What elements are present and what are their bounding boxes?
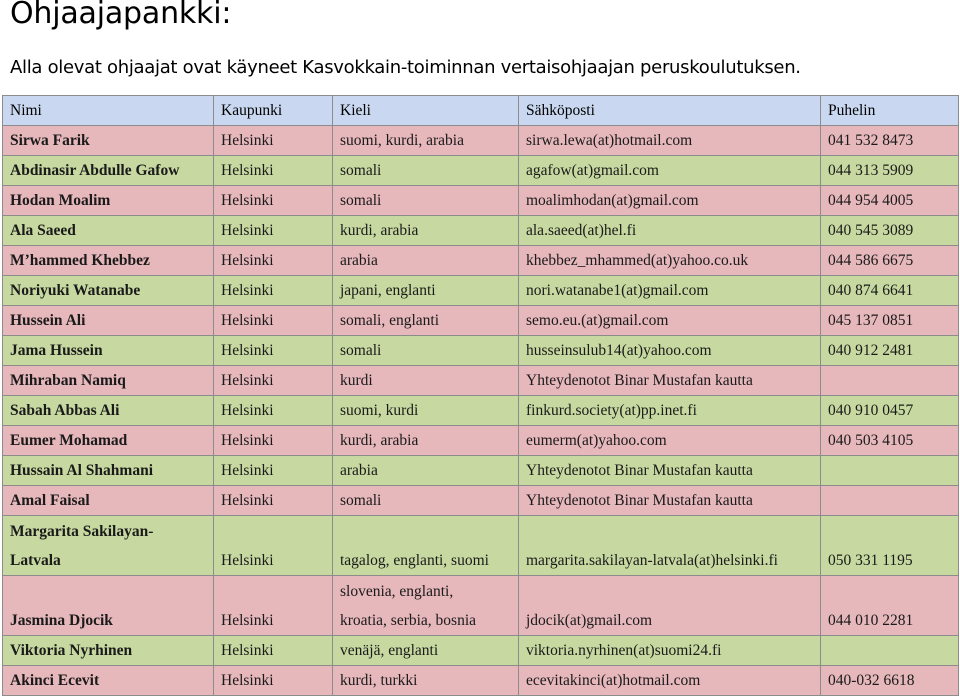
cell-name: Akinci Ecevit: [3, 666, 214, 696]
cell-name: Hussain Al Shahmani: [3, 456, 214, 486]
header-city: Kaupunki: [214, 96, 333, 126]
table-row: [3, 336, 959, 366]
cell-phone: 040 910 0457: [821, 396, 959, 426]
table-row: [3, 576, 959, 636]
table-row: [3, 396, 959, 426]
cell-name: Sabah Abbas Ali: [3, 396, 214, 426]
cell-language: somali: [333, 486, 519, 516]
cell-name: Jama Hussein: [3, 336, 214, 366]
cell-phone: 040 874 6641: [821, 276, 959, 306]
cell-language: somali, englanti: [333, 306, 519, 336]
intro-text: Alla olevat ohjaajat ovat käyneet Kasvokkain-toiminnan vertaisohjaajan peruskoulutuksen.: [10, 57, 801, 78]
cell-email: khebbez_mhammed(at)yahoo.co.uk: [519, 246, 821, 276]
cell-city: Helsinki: [214, 276, 333, 306]
table-row: [3, 366, 959, 396]
cell-name: Amal Faisal: [3, 486, 214, 516]
cell-name: Hussein Ali: [3, 306, 214, 336]
cell-email: jdocik(at)gmail.com: [519, 576, 821, 636]
cell-city: Helsinki: [214, 246, 333, 276]
cell-email: sirwa.lewa(at)hotmail.com: [519, 126, 821, 156]
cell-language: kurdi, turkki: [333, 666, 519, 696]
cell-name: Sirwa Farik: [3, 126, 214, 156]
cell-phone: 050 331 1195: [821, 516, 959, 576]
cell-phone: 044 010 2281: [821, 576, 959, 636]
cell-phone: [821, 636, 959, 666]
cell-city: Helsinki: [214, 456, 333, 486]
table-row: [3, 276, 959, 306]
cell-language: kurdi, arabia: [333, 426, 519, 456]
cell-phone: [821, 366, 959, 396]
header-email: Sähköposti: [519, 96, 821, 126]
cell-city: Helsinki: [214, 396, 333, 426]
cell-email: agafow(at)gmail.com: [519, 156, 821, 186]
cell-phone: [821, 486, 959, 516]
language-line-2: kroatia, serbia, bosnia: [340, 612, 477, 629]
cell-language: arabia: [333, 246, 519, 276]
table-row: [3, 216, 959, 246]
cell-email: margarita.sakilayan-latvala(at)helsinki.fi: [519, 516, 821, 576]
language-line-1: slovenia, englanti,: [340, 583, 454, 600]
name-line-2: Latvala: [10, 552, 61, 569]
cell-name: Mihraban Namiq: [3, 366, 214, 396]
cell-phone: 045 137 0851: [821, 306, 959, 336]
cell-name: Noriyuki Watanabe: [3, 276, 214, 306]
cell-email: Yhteydenotot Binar Mustafan kautta: [519, 456, 821, 486]
cell-city: Helsinki: [214, 666, 333, 696]
cell-language: suomi, kurdi: [333, 396, 519, 426]
cell-city: Helsinki: [214, 306, 333, 336]
cell-name: Hodan Moalim: [3, 186, 214, 216]
cell-city: Helsinki: [214, 366, 333, 396]
cell-phone: 040-032 6618: [821, 666, 959, 696]
header-name: Nimi: [3, 96, 214, 126]
header-phone: Puhelin: [821, 96, 959, 126]
table-row: [3, 186, 959, 216]
cell-email: Yhteydenotot Binar Mustafan kautta: [519, 486, 821, 516]
table-row: [3, 666, 959, 696]
cell-name: Jasmina Djocik: [3, 576, 214, 636]
cell-phone: 040 545 3089: [821, 216, 959, 246]
name-line-1: Margarita Sakilayan-: [10, 523, 154, 540]
mentor-table: [2, 95, 959, 696]
table-row: [3, 516, 959, 576]
cell-email: moalimhodan(at)gmail.com: [519, 186, 821, 216]
cell-city: Helsinki: [214, 486, 333, 516]
cell-city: Helsinki: [214, 576, 333, 636]
table-row: [3, 456, 959, 486]
cell-email: husseinsulub14(at)yahoo.com: [519, 336, 821, 366]
cell-city: Helsinki: [214, 156, 333, 186]
cell-phone: 041 532 8473: [821, 126, 959, 156]
cell-city: Helsinki: [214, 636, 333, 666]
cell-name: Viktoria Nyrhinen: [3, 636, 214, 666]
cell-email: ecevitakinci(at)hotmail.com: [519, 666, 821, 696]
cell-email: eumerm(at)yahoo.com: [519, 426, 821, 456]
cell-phone: 040 503 4105: [821, 426, 959, 456]
cell-phone: [821, 456, 959, 486]
cell-name: [3, 516, 214, 576]
cell-city: Helsinki: [214, 126, 333, 156]
cell-language: kurdi: [333, 366, 519, 396]
cell-phone: 044 586 6675: [821, 246, 959, 276]
cell-name: Eumer Mohamad: [3, 426, 214, 456]
cell-city: Helsinki: [214, 516, 333, 576]
table-header-row: [3, 96, 959, 126]
table-row: [3, 636, 959, 666]
cell-language: japani, englanti: [333, 276, 519, 306]
cell-phone: 040 912 2481: [821, 336, 959, 366]
cell-city: Helsinki: [214, 216, 333, 246]
cell-email: viktoria.nyrhinen(at)suomi24.fi: [519, 636, 821, 666]
cell-language: tagalog, englanti, suomi: [333, 516, 519, 576]
cell-language: venäjä, englanti: [333, 636, 519, 666]
cell-phone: 044 954 4005: [821, 186, 959, 216]
cell-name: M’hammed Khebbez: [3, 246, 214, 276]
table-row: [3, 306, 959, 336]
header-language: Kieli: [333, 96, 519, 126]
table-row: [3, 156, 959, 186]
cell-phone: 044 313 5909: [821, 156, 959, 186]
cell-language: [333, 576, 519, 636]
table-row: [3, 486, 959, 516]
cell-language: somali: [333, 156, 519, 186]
cell-email: finkurd.society(at)pp.inet.fi: [519, 396, 821, 426]
cell-language: kurdi, arabia: [333, 216, 519, 246]
cell-city: Helsinki: [214, 426, 333, 456]
cell-email: semo.eu.(at)gmail.com: [519, 306, 821, 336]
cell-language: somali: [333, 336, 519, 366]
table-row: [3, 426, 959, 456]
cell-name: Abdinasir Abdulle Gafow: [3, 156, 214, 186]
cell-city: Helsinki: [214, 186, 333, 216]
cell-language: somali: [333, 186, 519, 216]
cell-email: nori.watanabe1(at)gmail.com: [519, 276, 821, 306]
page-title: Ohjaajapankki:: [10, 0, 232, 31]
table-row: [3, 246, 959, 276]
cell-name: Ala Saeed: [3, 216, 214, 246]
cell-language: suomi, kurdi, arabia: [333, 126, 519, 156]
table-row: [3, 126, 959, 156]
cell-email: ala.saeed(at)hel.fi: [519, 216, 821, 246]
cell-city: Helsinki: [214, 336, 333, 366]
cell-email: Yhteydenotot Binar Mustafan kautta: [519, 366, 821, 396]
cell-language: arabia: [333, 456, 519, 486]
